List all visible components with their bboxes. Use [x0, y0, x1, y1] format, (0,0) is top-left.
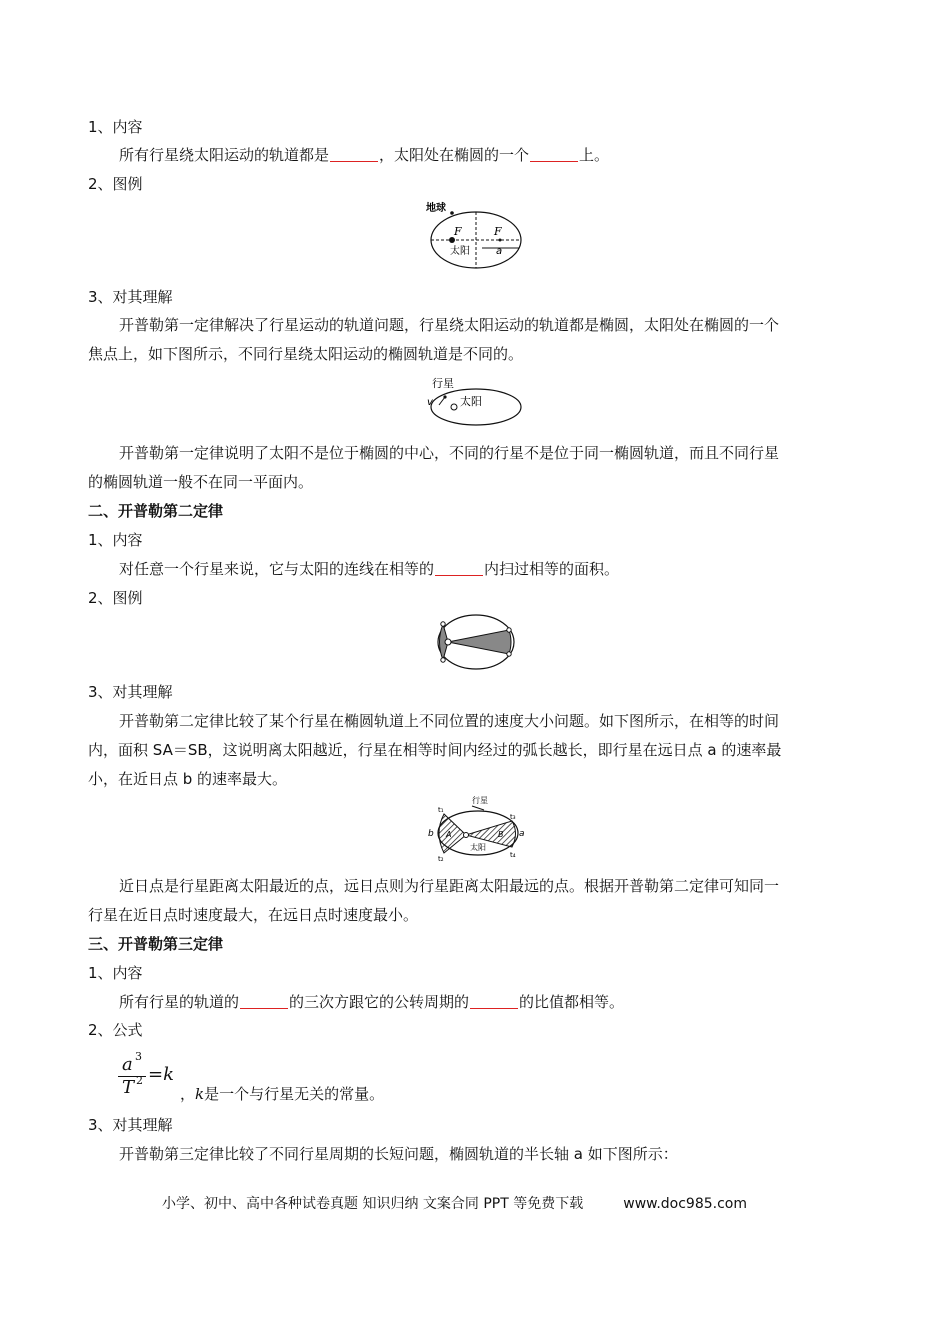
- v-label: v: [427, 397, 433, 408]
- f2-label: F: [494, 225, 502, 238]
- heading-content-3: 1、内容: [88, 964, 143, 982]
- swept-area-far: [448, 630, 511, 654]
- area-law-figure: [434, 612, 518, 672]
- earth-dot: [450, 211, 454, 215]
- formula-denominator: T: [122, 1077, 135, 1098]
- b-label: b: [428, 829, 434, 839]
- t-label: t₄: [510, 851, 516, 859]
- heading-figure-2: 2、图例: [88, 589, 143, 607]
- t-label: t₁: [438, 806, 444, 814]
- section-title-3: 三、开普勒第三定律: [88, 935, 224, 953]
- law2-para2-line2: 行星在近日点时速度最大，在远日点时速度最小。: [88, 906, 419, 924]
- sun-dot: [445, 639, 451, 645]
- sb-label: B: [498, 830, 504, 839]
- kepler-formula: [116, 1050, 178, 1096]
- law2-content: 对任意一个行星来说，它与太阳的连线在相等的 内扫过相等的面积。: [119, 560, 620, 578]
- f1-label: F: [454, 225, 462, 238]
- formula-rhs: =k: [148, 1064, 174, 1085]
- planet-label: 行星: [432, 377, 454, 390]
- planet-orbit-figure: [424, 375, 524, 429]
- near-far-point-figure: [426, 795, 528, 861]
- fill-blank[interactable]: [435, 560, 483, 576]
- formula-num-exp: 3: [135, 1050, 142, 1063]
- sun-dot: [464, 833, 469, 838]
- heading-content-1: 1、内容: [88, 118, 143, 136]
- sun-label: 太阳: [460, 395, 482, 408]
- sun-label: 太阳: [470, 843, 486, 852]
- heading-formula: 2、公式: [88, 1021, 143, 1039]
- law1-para1-line1: 开普勒第一定律解决了行星运动的轨道问题，行星绕太阳运动的轨道都是椭圆，太阳处在椭圆的一个: [119, 316, 780, 334]
- law2-para1-line2: 内，面积 SA＝SB，这说明离太阳越近，行星在相等时间内经过的弧长越长，即行星在远日点 a 的速率最: [88, 741, 782, 759]
- law2-para1-line3: 小，在近日点 b 的速率最大。: [88, 770, 288, 788]
- law3-para1-line1: 开普勒第三定律比较了不同行星周期的长短问题，椭圆轨道的半长轴 a 如下图所示：: [119, 1145, 678, 1163]
- focus-dot: [499, 239, 502, 242]
- velocity-arrow: [439, 397, 445, 405]
- law3-content: 所有行星的轨道的 的三次方跟它的公转周期的 的比值都相等。: [119, 993, 625, 1011]
- fill-blank[interactable]: [330, 146, 378, 162]
- sa-label: A: [446, 830, 452, 839]
- formula-numerator: a: [122, 1054, 133, 1075]
- law1-para2-line2: 的椭圆轨道一般不在同一平面内。: [88, 473, 314, 491]
- heading-understand-2: 3、对其理解: [88, 683, 173, 701]
- fill-blank[interactable]: [530, 146, 578, 162]
- fill-blank[interactable]: [240, 993, 288, 1009]
- law2-para1-line1: 开普勒第二定律比较了某个行星在椭圆轨道上不同位置的速度大小问题。如下图所示，在相等的时间: [119, 712, 780, 730]
- fill-blank[interactable]: [470, 993, 518, 1009]
- area-a: [439, 814, 466, 853]
- law1-para2-line1: 开普勒第一定律说明了太阳不是位于椭圆的中心，不同的行星不是位于同一椭圆轨道，而且不同行星: [119, 444, 780, 462]
- law2-para2-line1: 近日点是行星距离太阳最近的点，远日点则为行星距离太阳最远的点。根据开普勒第二定律可知同一: [119, 877, 780, 895]
- law1-content: 所有行星绕太阳运动的轨道都是 ，太阳处在椭圆的一个 上。: [119, 146, 610, 164]
- heading-content-2: 1、内容: [88, 531, 143, 549]
- earth-label: 地球: [426, 203, 446, 214]
- formula-den-exp: 2: [136, 1074, 143, 1087]
- heading-figure-1: 2、图例: [88, 175, 143, 193]
- planet-label: 行星: [472, 796, 488, 805]
- t-label: t₂: [438, 855, 444, 861]
- section-title-2: 二、开普勒第二定律: [88, 502, 224, 520]
- planet-arrow: [472, 806, 484, 810]
- a-label: a: [519, 829, 525, 839]
- a-label: a: [496, 246, 503, 257]
- law1-para1-line2: 焦点上，如下图所示，不同行星绕太阳运动的椭圆轨道是不同的。: [88, 345, 524, 363]
- footer: [162, 1193, 747, 1213]
- sun-label: 太阳: [450, 246, 470, 257]
- footer-link[interactable]: www.doc985.com: [623, 1196, 747, 1212]
- t-label: t₃: [510, 813, 516, 821]
- footer-text: 小学、初中、高中各种试卷真题 知识归纳 文案合同 PPT 等免费下载: [162, 1196, 584, 1212]
- heading-understand-1: 3、对其理解: [88, 288, 173, 306]
- heading-understand-3: 3、对其理解: [88, 1116, 173, 1134]
- formula-note: ，k是一个与行星无关的常量。: [180, 1085, 385, 1103]
- sun-icon: [451, 404, 457, 410]
- ellipse-orbit-figure: [420, 198, 530, 274]
